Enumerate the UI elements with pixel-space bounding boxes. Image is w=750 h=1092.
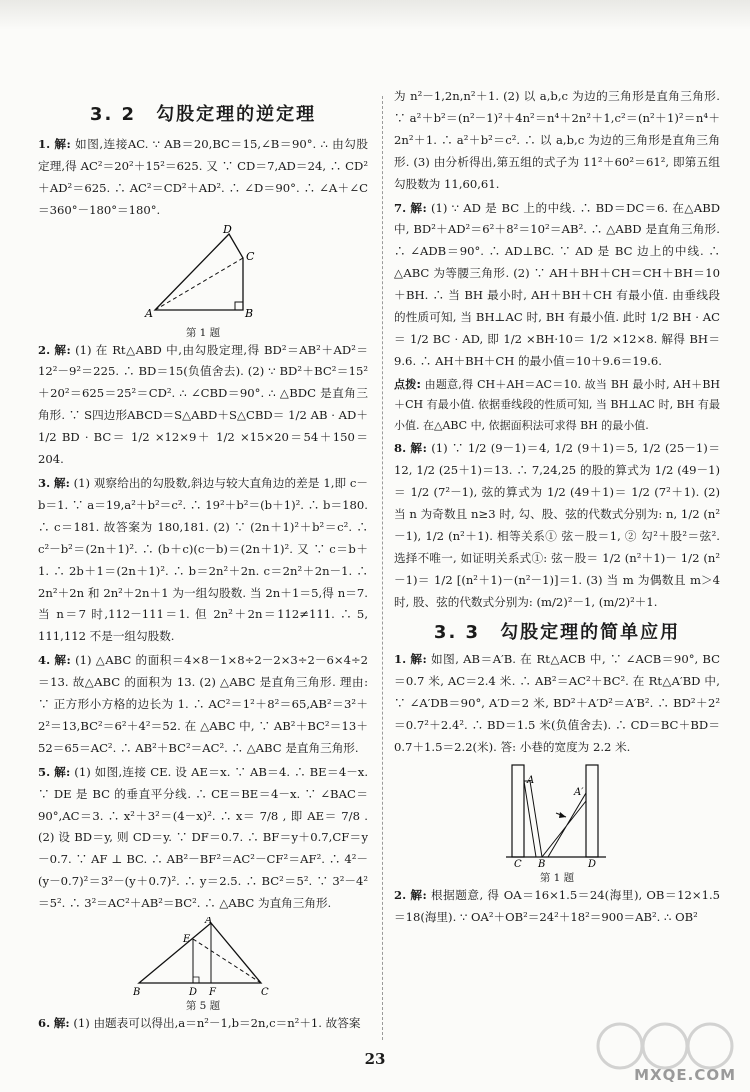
label-D: D xyxy=(223,223,232,236)
label-D: D xyxy=(588,858,597,869)
label-A: A xyxy=(527,774,535,786)
problem-number: 5. xyxy=(38,764,51,779)
solution-label: 解: xyxy=(54,764,71,779)
section-title-3-2: 3. 2 勾股定理的逆定理 xyxy=(89,104,317,125)
problem-text: 为 n²－1,2n,n²＋1. (2) 以 a,b,c 为边的三角形是直角三角形. ∵ a²＋b²＝(n²－1)²＋4n²＝n⁴＋2n²＋1,c²＝(n²＋1)²＝n⁴＋2n²＋1. ∴ a²＋b²＝c². ∴ 以 a,b,c 为边的三角形是直角三角形. (3) 由分析得出,第五组的式子为 11²＋60²＝61², 即第五组勾股数为 11,60,61. xyxy=(394,89,720,191)
label-B: B xyxy=(133,987,141,998)
problem-number: 3. xyxy=(38,475,51,490)
problem-1 xyxy=(38,134,368,222)
label-A-prime: A′ xyxy=(574,786,584,798)
problem-text: (1) ∵ AD 是 BC 上的中线. ∴ BD＝DC＝6. 在△ABD 中, BD²＋AD²＝6²＋8²＝10²＝AB². ∴ △ABD 是直角三角形. ∴ ∠ADB＝90°. ∴ AD⊥BC. ∵ AD 是 BC 边上的中线. ∴ △ABC 为等腰三角形. (2) ∵ AH＋BH＋CH＝CH＋BH＝10＋BH. ∴ 当 BH 最小时, AH＋BH＋CH 有最小值. 由垂线段的性质可知, 当 BH⊥AC 时, BH 有最小值. 此时 1/2 BH · AC＝ 1/2 BC · AD, 即 1/2 ×BH·10＝ 1/2 ×12×8. 解得 BH＝9.6. ∴ AH＋BH＋CH 的最小值＝10＋9.6＝19.6. xyxy=(394,200,720,368)
figure-1-caption: 第 1 题 xyxy=(185,326,221,339)
solution-label: 解: xyxy=(410,887,427,902)
solution-label: 解: xyxy=(410,200,427,215)
label-B: B xyxy=(245,306,254,320)
tip-text: 由题意,得 CH＋AH＝AC＝10. 故当 BH 最小时, AH＋BH＋CH 有最小值. 依据垂线段的性质可知, 当 BH⊥AC 时, BH 有最小值. 在△ABC 中, 依据面积法可求得 BH 的最小值. xyxy=(394,377,720,432)
figure-5-triangle xyxy=(133,917,273,997)
problem-text: (1) 在 Rt△ABD 中,由勾股定理,得 BD²＝AB²＋AD²＝12²－9²＝225. ∴ BD＝15(负值舍去). (2) ∵ BD²＋BC²＝15²＋20²＝625＝25²＝CD². ∴ ∠CBD＝90°. ∴ △BDC 是直角三角形. ∵ S四边形ABCD＝S△ABD＋S△CBD＝ 1/2 AB · AD＋ 1/2 BD · BC＝ 1/2 ×12×9＋ 1/2 ×15×20＝54＋150＝204. xyxy=(38,342,368,467)
label-E: E xyxy=(183,934,191,946)
solution-label: 解: xyxy=(54,136,71,151)
problem-text: (1) △ABC 的面积＝4×8－1×8÷2－2×3÷2－6×4÷2＝13. 故△ABC 的面积为 13. (2) △ABC 是直角三角形. 理由: ∵ 正方形小方格的边长为 1. ∴ AC²＝1²＋8²＝65,AB²＝3²＋2²＝13,BC²＝6²＋4²＝52. 在 △ABC 中, ∵ AB²＋BC²＝13＋52＝65＝AC². ∴ AB²＋BC²＝AC². ∴ △ABC 是直角三角形. xyxy=(38,653,368,755)
problem-text: (1) 观察给出的勾股数,斜边与较大直角边的差是 1,即 c－b＝1. ∵ a＝19,a²＋b²＝c². ∴ 19²＋b²＝(b＋1)². ∴ b＝180. ∴ c＝181. 故答案为 180,181. (2) ∵ (2n＋1)²＋b²＝c². ∴ c²－b²＝(2n＋1)². ∴ (b＋c)(c－b)＝(2n＋1)². 又 ∵ c＝b＋1. ∴ 2b＋1＝(2n＋1)². ∴ b＝2n²＋2n. c＝2n²＋2n－1. ∴ 2n²＋2n 和 2n²＋2n＋1 为一组勾股数. 当 2n＋1＝5,得 n＝7. 当 n＝7 时,112－111＝1. 但 2n²＋2n＝112≠111. ∴ 5, 111,112 不是一组勾股数. xyxy=(38,475,368,644)
problem-number: 8. xyxy=(394,441,407,456)
tip-note xyxy=(394,375,720,437)
label-B: B xyxy=(538,858,546,869)
problem-3 xyxy=(38,473,368,648)
page-number: 23 xyxy=(364,1050,386,1068)
problem-text: 如图, AB＝A′B. 在 Rt△ACB 中, ∵ ∠ACB＝90°, BC＝0.7 米, AC＝2.4 米. ∴ AB²＝AC²＋BC². 在 Rt△A′BD 中, ∵ ∠A′DB＝90°, A′D＝2 米, BD²＋A′D²＝A′B². ∴ BD²＋2²＝0.7²＋2.4². ∴ BD＝1.5 米(负值舍去). ∴ CD＝BC＋BD＝0.7＋1.5＝2.2(米). 答: 小巷的宽度为 2.2 米. xyxy=(394,652,720,755)
solution-label: 解: xyxy=(53,1016,70,1031)
problem-6 xyxy=(38,1013,368,1035)
label-C: C xyxy=(514,858,522,869)
problem-number: 2. xyxy=(394,887,407,902)
problem-text: (1) ∵ 1/2 (9－1)＝4, 1/2 (9＋1)＝5, 1/2 (25－1)＝12, 1/2 (25＋1)＝13. ∴ 7,24,25 的股的算式为 1/2 (49－1)＝ 1/2 (7²－1), 弦的算式为 1/2 (49＋1)＝ 1/2 (7²＋1). (2) 当 n 为奇数且 n≥3 时, 勾、股、弦的代数式分别为: n, 1/2 (n²－1), 1/2 (n²＋1). 相等关系① 弦－股＝1, ② 勾²＋股²＝弦². 选择不唯一, 如证明关系式①: 弦－股＝ 1/2 (n²＋1)－ 1/2 (n²－1)＝ 1/2 [(n²＋1)－(n²－1)]＝1. (3) 当 m 为偶数且 m＞4 时, 股、弦的代数式分别为: (m/2)²－1, (m/2)²＋1. xyxy=(394,441,720,609)
problem-number: 4. xyxy=(38,653,51,668)
problem-number: 7. xyxy=(394,200,407,215)
problem-text: 根据题意, 得 OA＝16×1.5＝24(海里), OB＝12×1.5＝18(海里). ∵ OA²＋OB²＝24²＋18²＝900＝AB². ∴ OB² xyxy=(394,887,720,924)
problem-6-continued xyxy=(394,86,720,196)
solution-label: 解: xyxy=(54,342,71,357)
solution-label: 解: xyxy=(53,475,70,490)
problem-number: 1. xyxy=(38,136,51,151)
problem-7 xyxy=(394,198,720,373)
problem-number: 2. xyxy=(38,342,51,357)
right-column xyxy=(394,86,720,1042)
problem-4 xyxy=(38,650,368,760)
label-C: C xyxy=(261,987,269,998)
left-column xyxy=(38,86,368,1042)
figure-ladder xyxy=(502,761,612,869)
problem-text: 如图,连接AC. ∵ AB＝20,BC＝15,∠B＝90°. ∴ 由勾股定理,得 AC²＝20²＋15²＝625. 又 ∵ CD＝7,AD＝24, ∴ CD²＋AD²＝625. ∴ AC²＝CD²＋AD². ∴ ∠D＝90°. ∴ ∠A＋∠C＝360°－180°＝180°. xyxy=(38,136,368,217)
label-C: C xyxy=(246,249,255,263)
problem-1-b xyxy=(394,649,720,759)
section-title-3-3: 3. 3 勾股定理的简单应用 xyxy=(433,621,681,643)
problem-number: 1. xyxy=(394,652,407,667)
solution-label: 解: xyxy=(410,441,427,456)
figure-1-quadrilateral xyxy=(143,224,263,324)
problem-text: (1) 由题表可以得出,a＝n²－1,b＝2n,c＝n²＋1. 故答案 xyxy=(73,1016,361,1031)
label-A: A xyxy=(205,917,213,927)
scan-shadow xyxy=(0,0,750,30)
column-divider xyxy=(382,96,383,1040)
solution-label: 解: xyxy=(410,652,427,667)
problem-2-b xyxy=(394,885,720,929)
watermark-text: MXQE.COM xyxy=(634,1066,736,1084)
problem-8 xyxy=(394,438,720,613)
problem-number: 6. xyxy=(38,1016,51,1031)
problem-text: (1) 如图,连接 CE. 设 AE＝x. ∵ AB＝4. ∴ BE＝4－x. ∵ DE 是 BC 的垂直平分线. ∴ CE＝BE＝4－x. ∵ ∠BAC＝90°,AC＝3. ∴ x²＋3²＝(4－x)². ∴ x＝ 7/8 , 即 AE＝ 7/8 . (2) 设 BD＝y, 则 CD＝y. ∵ DF＝0.7. ∴ BF＝y＋0.7,CF＝y－0.7. ∵ AF ⊥ BC. ∴ AB²－BF²＝AC²－CF²＝AF². ∴ 4²－(y－0.7)²＝3²－(y＋0.7)². ∴ y＝2.5. ∴ BC²＝5². ∵ 3²－4²＝5². ∴ 3²＝AC²＋AB²＝BC². ∴ △ABC 为直角三角形. xyxy=(38,764,368,911)
problem-2 xyxy=(38,340,368,471)
label-A: A xyxy=(145,306,153,320)
label-F: F xyxy=(209,987,216,998)
tip-label: 点拨: xyxy=(394,377,421,391)
problem-5 xyxy=(38,762,368,915)
figure-5-caption: 第 5 题 xyxy=(185,1000,221,1013)
figure-ladder-caption: 第 1 题 xyxy=(539,871,575,884)
solution-label: 解: xyxy=(54,653,71,668)
label-D: D xyxy=(189,987,198,998)
